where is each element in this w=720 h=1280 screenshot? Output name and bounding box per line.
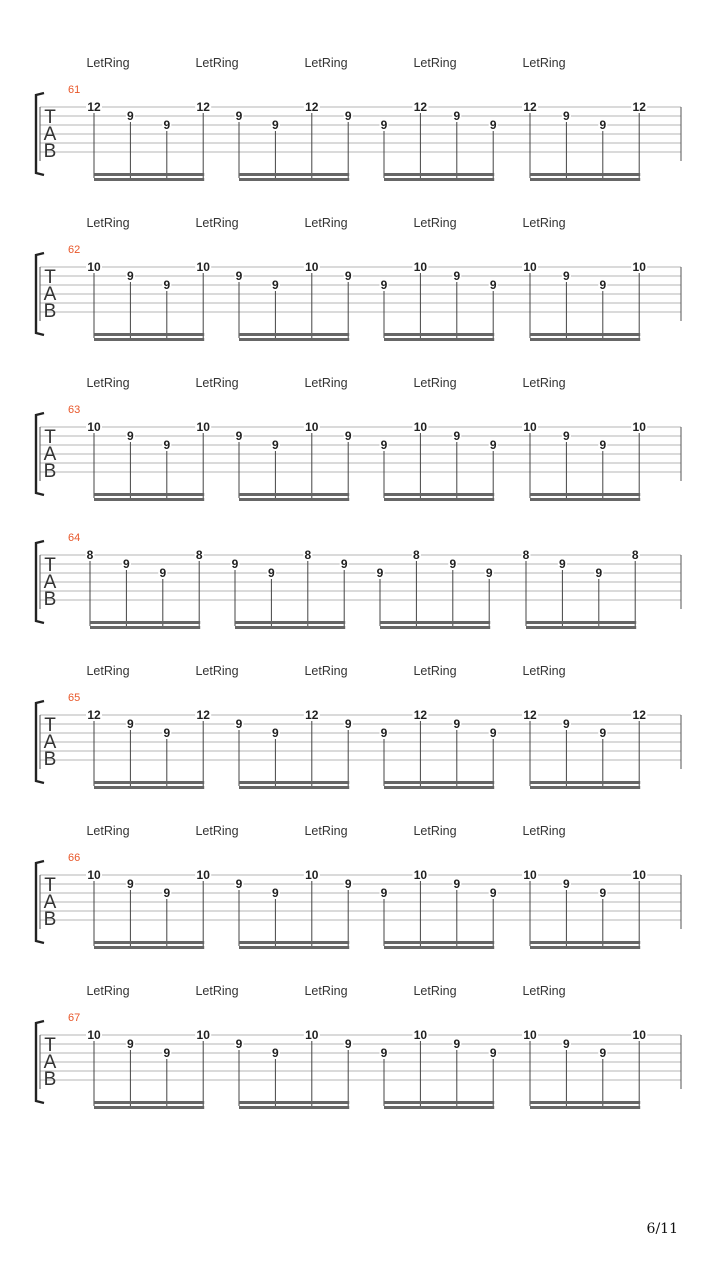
tab-clef-letter: A (43, 572, 57, 593)
fret-number: 9 (340, 557, 348, 571)
fret-number: 10 (632, 260, 646, 274)
let-ring-label: LetRing (304, 824, 348, 838)
fret-number: 10 (305, 260, 319, 274)
fret-number: 8 (522, 548, 530, 562)
fret-number: 9 (272, 438, 279, 452)
let-ring-label: LetRing (304, 56, 348, 70)
fret-number: 8 (195, 548, 203, 562)
beam-secondary (239, 946, 349, 949)
fret-number: 9 (599, 118, 607, 132)
tab-clef-letter: T (44, 267, 56, 288)
beam-secondary (384, 338, 494, 341)
fret-number: 9 (489, 118, 497, 132)
measure-number: 65 (68, 692, 81, 704)
fret-number: 9 (380, 278, 388, 292)
fret-number: 9 (127, 429, 134, 443)
beam-secondary (90, 626, 200, 629)
fret-number: 9 (235, 717, 243, 731)
beam-primary (384, 941, 494, 944)
fret-number: 9 (563, 877, 570, 891)
fret-number: 9 (127, 109, 134, 123)
fret-number: 9 (380, 118, 388, 132)
let-ring-label: LetRing (86, 824, 130, 838)
fret-number: 9 (599, 726, 607, 740)
beam-secondary (239, 1106, 349, 1109)
fret-number: 8 (304, 548, 312, 562)
tab-clef-letter: T (44, 715, 56, 736)
beam-secondary (235, 626, 345, 629)
fret-number: 9 (344, 109, 352, 123)
fret-number: 9 (123, 557, 130, 571)
beam-secondary (384, 786, 494, 789)
tab-clef-letter: A (43, 1052, 57, 1073)
fret-number: 10 (196, 1028, 210, 1042)
tab-clef-letter: T (44, 555, 56, 576)
fret-number: 10 (196, 868, 210, 882)
beam-secondary (530, 178, 640, 181)
beam-primary (530, 493, 640, 496)
tab-clef-letter: B (43, 749, 57, 770)
beam-secondary (94, 1106, 204, 1109)
beam-secondary (239, 178, 349, 181)
beam-primary (94, 941, 204, 944)
beam-primary (235, 621, 345, 624)
fret-number: 9 (231, 557, 239, 571)
beam-primary (239, 1101, 349, 1104)
fret-number: 9 (453, 877, 461, 891)
fret-number: 9 (163, 278, 171, 292)
fret-number: 12 (196, 708, 210, 722)
fret-number: 8 (631, 548, 639, 562)
beam-primary (94, 1101, 204, 1104)
beam-primary (239, 493, 349, 496)
fret-number: 9 (344, 1037, 352, 1051)
fret-number: 12 (632, 100, 646, 114)
beam-secondary (526, 626, 636, 629)
fret-number: 10 (632, 420, 646, 434)
let-ring-label: LetRing (195, 56, 239, 70)
fret-number: 10 (305, 868, 319, 882)
fret-number: 10 (87, 420, 101, 434)
let-ring-label: LetRing (413, 984, 457, 998)
fret-number: 10 (632, 868, 646, 882)
tab-clef-letter: A (43, 124, 57, 145)
beam-primary (94, 493, 204, 496)
fret-number: 8 (413, 548, 420, 562)
beam-primary (384, 333, 494, 336)
beam-primary (384, 781, 494, 784)
measure-number: 66 (68, 852, 81, 864)
let-ring-label: LetRing (195, 216, 239, 230)
tab-clef-letter: B (43, 589, 57, 610)
fret-number: 9 (272, 1046, 279, 1060)
let-ring-label: LetRing (413, 216, 457, 230)
beam-primary (384, 493, 494, 496)
fret-number: 9 (599, 278, 607, 292)
fret-number: 12 (413, 100, 428, 114)
let-ring-label: LetRing (195, 376, 239, 390)
tab-clef-letter: A (43, 732, 57, 753)
beam-secondary (239, 498, 349, 501)
fret-number: 9 (453, 269, 461, 283)
fret-number: 10 (305, 1028, 319, 1042)
measure-number: 62 (68, 244, 81, 256)
fret-number: 9 (489, 1046, 497, 1060)
let-ring-label: LetRing (195, 664, 239, 678)
fret-number: 12 (523, 708, 537, 722)
beam-primary (94, 333, 204, 336)
tab-clef-letter: B (43, 301, 57, 322)
tab-clef-letter: T (44, 107, 56, 128)
let-ring-label: LetRing (413, 664, 457, 678)
fret-number: 10 (196, 420, 210, 434)
fret-number: 12 (523, 100, 537, 114)
fret-number: 9 (489, 438, 497, 452)
fret-number: 9 (344, 269, 352, 283)
beam-primary (239, 173, 349, 176)
beam-secondary (530, 498, 640, 501)
fret-number: 9 (235, 109, 243, 123)
fret-number: 10 (413, 868, 428, 882)
fret-number: 9 (272, 118, 279, 132)
beam-primary (239, 333, 349, 336)
beam-secondary (384, 1106, 494, 1109)
fret-number: 9 (563, 1037, 570, 1051)
fret-number: 9 (163, 118, 171, 132)
fret-number: 8 (86, 548, 94, 562)
fret-number: 9 (235, 269, 243, 283)
fret-number: 9 (485, 566, 493, 580)
tab-clef-letter: A (43, 444, 57, 465)
fret-number: 9 (563, 429, 570, 443)
fret-number: 9 (163, 1046, 171, 1060)
beam-secondary (384, 498, 494, 501)
tab-clef-letter: A (43, 284, 57, 305)
fret-number: 9 (163, 438, 171, 452)
fret-number: 9 (344, 429, 352, 443)
fret-number: 9 (559, 557, 566, 571)
let-ring-label: LetRing (522, 664, 566, 678)
fret-number: 10 (523, 868, 537, 882)
fret-number: 10 (523, 1028, 537, 1042)
beam-secondary (239, 338, 349, 341)
let-ring-label: LetRing (195, 984, 239, 998)
fret-number: 9 (344, 877, 352, 891)
measure-number: 63 (68, 404, 81, 416)
beam-primary (530, 941, 640, 944)
fret-number: 9 (595, 566, 603, 580)
fret-number: 12 (413, 708, 428, 722)
let-ring-label: LetRing (522, 824, 566, 838)
beam-primary (530, 333, 640, 336)
beam-primary (94, 173, 204, 176)
fret-number: 9 (235, 877, 243, 891)
let-ring-label: LetRing (195, 824, 239, 838)
fret-number: 10 (305, 420, 319, 434)
fret-number: 9 (453, 429, 461, 443)
beam-secondary (530, 786, 640, 789)
beam-primary (239, 941, 349, 944)
fret-number: 9 (563, 717, 570, 731)
fret-number: 9 (380, 438, 388, 452)
beam-secondary (94, 338, 204, 341)
beam-secondary (94, 946, 204, 949)
beam-secondary (384, 946, 494, 949)
let-ring-label: LetRing (304, 984, 348, 998)
fret-number: 9 (127, 717, 134, 731)
fret-number: 9 (163, 726, 171, 740)
let-ring-label: LetRing (522, 984, 566, 998)
fret-number: 9 (235, 429, 243, 443)
let-ring-label: LetRing (413, 824, 457, 838)
fret-number: 10 (523, 260, 537, 274)
fret-number: 9 (380, 1046, 388, 1060)
beam-primary (526, 621, 636, 624)
fret-number: 9 (489, 886, 497, 900)
fret-number: 10 (87, 260, 101, 274)
tab-clef-letter: B (43, 141, 57, 162)
fret-number: 9 (376, 566, 384, 580)
let-ring-label: LetRing (86, 376, 130, 390)
let-ring-label: LetRing (304, 376, 348, 390)
tab-clef-letter: A (43, 892, 57, 913)
fret-number: 12 (196, 100, 210, 114)
fret-number: 9 (563, 109, 570, 123)
fret-number: 9 (489, 726, 497, 740)
fret-number: 9 (159, 566, 167, 580)
fret-number: 10 (87, 1028, 101, 1042)
fret-number: 9 (453, 109, 461, 123)
fret-number: 9 (380, 726, 388, 740)
fret-number: 9 (272, 726, 279, 740)
fret-number: 9 (449, 557, 457, 571)
fret-number: 9 (127, 269, 134, 283)
fret-number: 9 (272, 278, 279, 292)
let-ring-label: LetRing (413, 56, 457, 70)
fret-number: 12 (87, 100, 101, 114)
fret-number: 9 (453, 1037, 461, 1051)
fret-number: 10 (87, 868, 101, 882)
fret-number: 9 (268, 566, 275, 580)
beam-primary (384, 1101, 494, 1104)
measure-number: 61 (68, 84, 81, 96)
beam-secondary (380, 626, 490, 629)
fret-number: 9 (599, 886, 607, 900)
let-ring-label: LetRing (86, 56, 130, 70)
let-ring-label: LetRing (304, 216, 348, 230)
beam-primary (380, 621, 490, 624)
let-ring-label: LetRing (522, 56, 566, 70)
fret-number: 9 (453, 717, 461, 731)
beam-primary (530, 1101, 640, 1104)
let-ring-label: LetRing (304, 664, 348, 678)
let-ring-label: LetRing (522, 376, 566, 390)
let-ring-label: LetRing (86, 216, 130, 230)
let-ring-label: LetRing (86, 664, 130, 678)
measure-number: 64 (68, 532, 81, 544)
beam-primary (90, 621, 200, 624)
page-number: 6/11 (646, 1221, 678, 1237)
fret-number: 10 (413, 260, 428, 274)
fret-number: 9 (235, 1037, 243, 1051)
beam-secondary (94, 786, 204, 789)
fret-number: 10 (413, 420, 428, 434)
beam-primary (94, 781, 204, 784)
beam-secondary (530, 338, 640, 341)
fret-number: 12 (632, 708, 646, 722)
fret-number: 10 (632, 1028, 646, 1042)
tab-clef-letter: B (43, 909, 57, 930)
beam-secondary (94, 178, 204, 181)
fret-number: 9 (599, 1046, 607, 1060)
fret-number: 9 (163, 886, 171, 900)
let-ring-label: LetRing (413, 376, 457, 390)
beam-primary (530, 781, 640, 784)
let-ring-label: LetRing (522, 216, 566, 230)
beam-secondary (384, 178, 494, 181)
beam-secondary (530, 1106, 640, 1109)
fret-number: 9 (599, 438, 607, 452)
fret-number: 10 (523, 420, 537, 434)
beam-primary (530, 173, 640, 176)
fret-number: 9 (563, 269, 570, 283)
fret-number: 10 (413, 1028, 428, 1042)
fret-number: 12 (305, 100, 319, 114)
fret-number: 9 (127, 1037, 134, 1051)
tab-clef-letter: T (44, 1035, 56, 1056)
tab-clef-letter: T (44, 875, 56, 896)
fret-number: 12 (87, 708, 101, 722)
beam-primary (384, 173, 494, 176)
beam-secondary (239, 786, 349, 789)
fret-number: 10 (196, 260, 210, 274)
tab-clef-letter: B (43, 1069, 57, 1090)
fret-number: 9 (489, 278, 497, 292)
tab-clef-letter: B (43, 461, 57, 482)
beam-secondary (94, 498, 204, 501)
fret-number: 9 (380, 886, 388, 900)
fret-number: 9 (127, 877, 134, 891)
fret-number: 12 (305, 708, 319, 722)
beam-secondary (530, 946, 640, 949)
let-ring-label: LetRing (86, 984, 130, 998)
fret-number: 9 (344, 717, 352, 731)
beam-primary (239, 781, 349, 784)
measure-number: 67 (68, 1012, 81, 1024)
fret-number: 9 (272, 886, 279, 900)
tab-clef-letter: T (44, 427, 56, 448)
